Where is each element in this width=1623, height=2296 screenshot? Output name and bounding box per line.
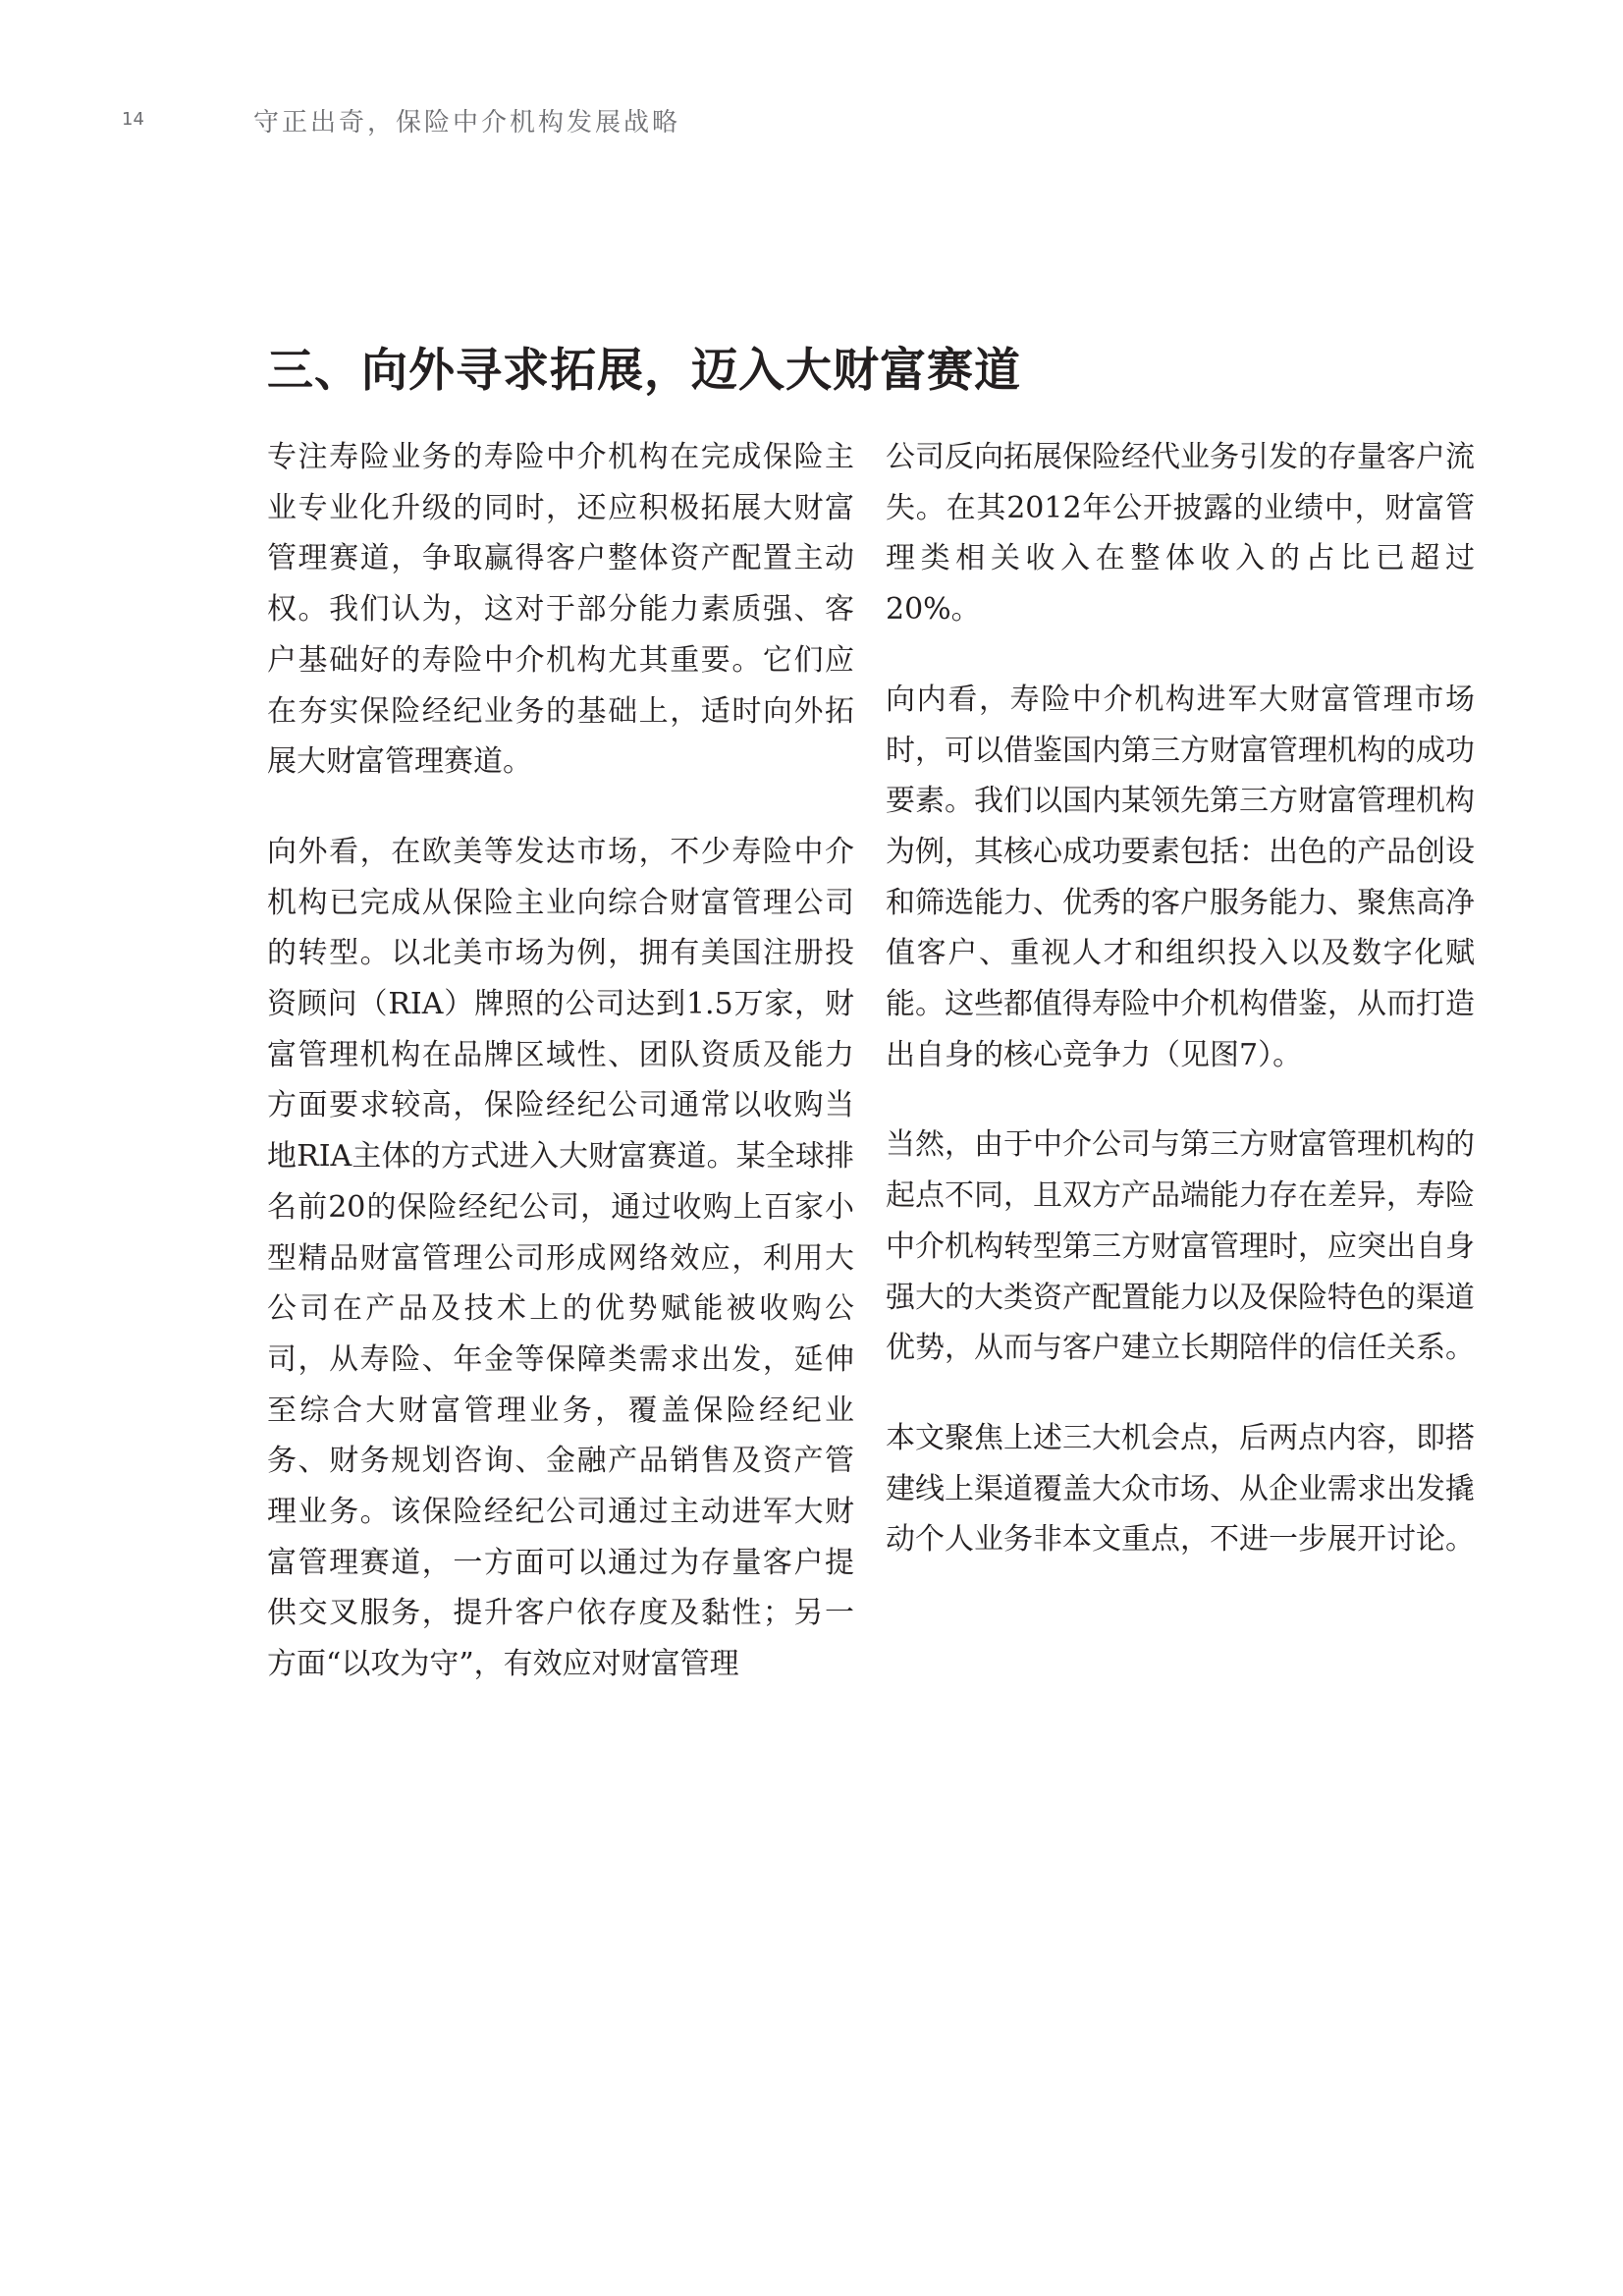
page-number: 14	[122, 109, 144, 130]
paragraph: 公司反向拓展保险经代业务引发的存量客户流失。在其2012年公开披露的业绩中，财富管理类相关收入在整体收入的占比已超过20%。	[886, 440, 1475, 628]
paragraph: 专注寿险业务的寿险中介机构在完成保险主业专业化升级的同时，还应积极拓展大财富管理赛道，争取赢得客户整体资产配置主动权。我们认为，这对于部分能力素质强、客户基础好的寿险中介机构尤其重要。它们应在夯实保险经纪业务的基础上，适时向外拓展大财富管理赛道。	[267, 440, 854, 780]
running-header-title: 守正出奇，保险中介机构发展战略	[253, 108, 681, 137]
paragraph: 本文聚焦上述三大机会点，后两点内容，即搭建线上渠道覆盖大众市场、从企业需求出发撬动个人业务非本文重点，不进一步展开讨论。	[886, 1420, 1475, 1558]
right-text-column	[886, 432, 1475, 1605]
section-heading: 三、向外寻求拓展，迈入大财富赛道	[267, 344, 1021, 398]
left-text-column	[267, 432, 854, 1729]
paragraph: 向外看，在欧美等发达市场，不少寿险中介机构已完成从保险主业向综合财富管理公司的转型。以北美市场为例，拥有美国注册投资顾问（RIA）牌照的公司达到1.5万家，财富管理机构在品牌区域性、团队资质及能力方面要求较高，保险经纪公司通常以收购当地RIA主体的方式进入大财富赛道。某全球排名前20的保险经纪公司，通过收购上百家小型精品财富管理公司形成网络效应，利用大公司在产品及技术上的优势赋能被收购公司，从寿险、年金等保障类需求出发，延伸至综合大财富管理业务，覆盖保险经纪业务、财务规划咨询、金融产品销售及资产管理业务。该保险经纪公司通过主动进军大财富管理赛道，一方面可以通过为存量客户提供交叉服务，提升客户依存度及黏性；另一方面“以攻为守”，有效应对财富管理	[267, 834, 854, 1682]
paragraph: 当然，由于中介公司与第三方财富管理机构的起点不同，且双方产品端能力存在差异，寿险中介机构转型第三方财富管理时，应突出自身强大的大类资产配置能力以及保险特色的渠道优势，从而与客户建立长期陪伴的信任关系。	[886, 1127, 1475, 1366]
paragraph: 向内看，寿险中介机构进军大财富管理市场时，可以借鉴国内第三方财富管理机构的成功要素。我们以国内某领先第三方财富管理机构为例，其核心成功要素包括：出色的产品创设和筛选能力、优秀的客户服务能力、聚焦高净值客户、重视人才和组织投入以及数字化赋能。这些都值得寿险中介机构借鉴，从而打造出自身的核心竞争力（见图7）。	[886, 682, 1475, 1072]
